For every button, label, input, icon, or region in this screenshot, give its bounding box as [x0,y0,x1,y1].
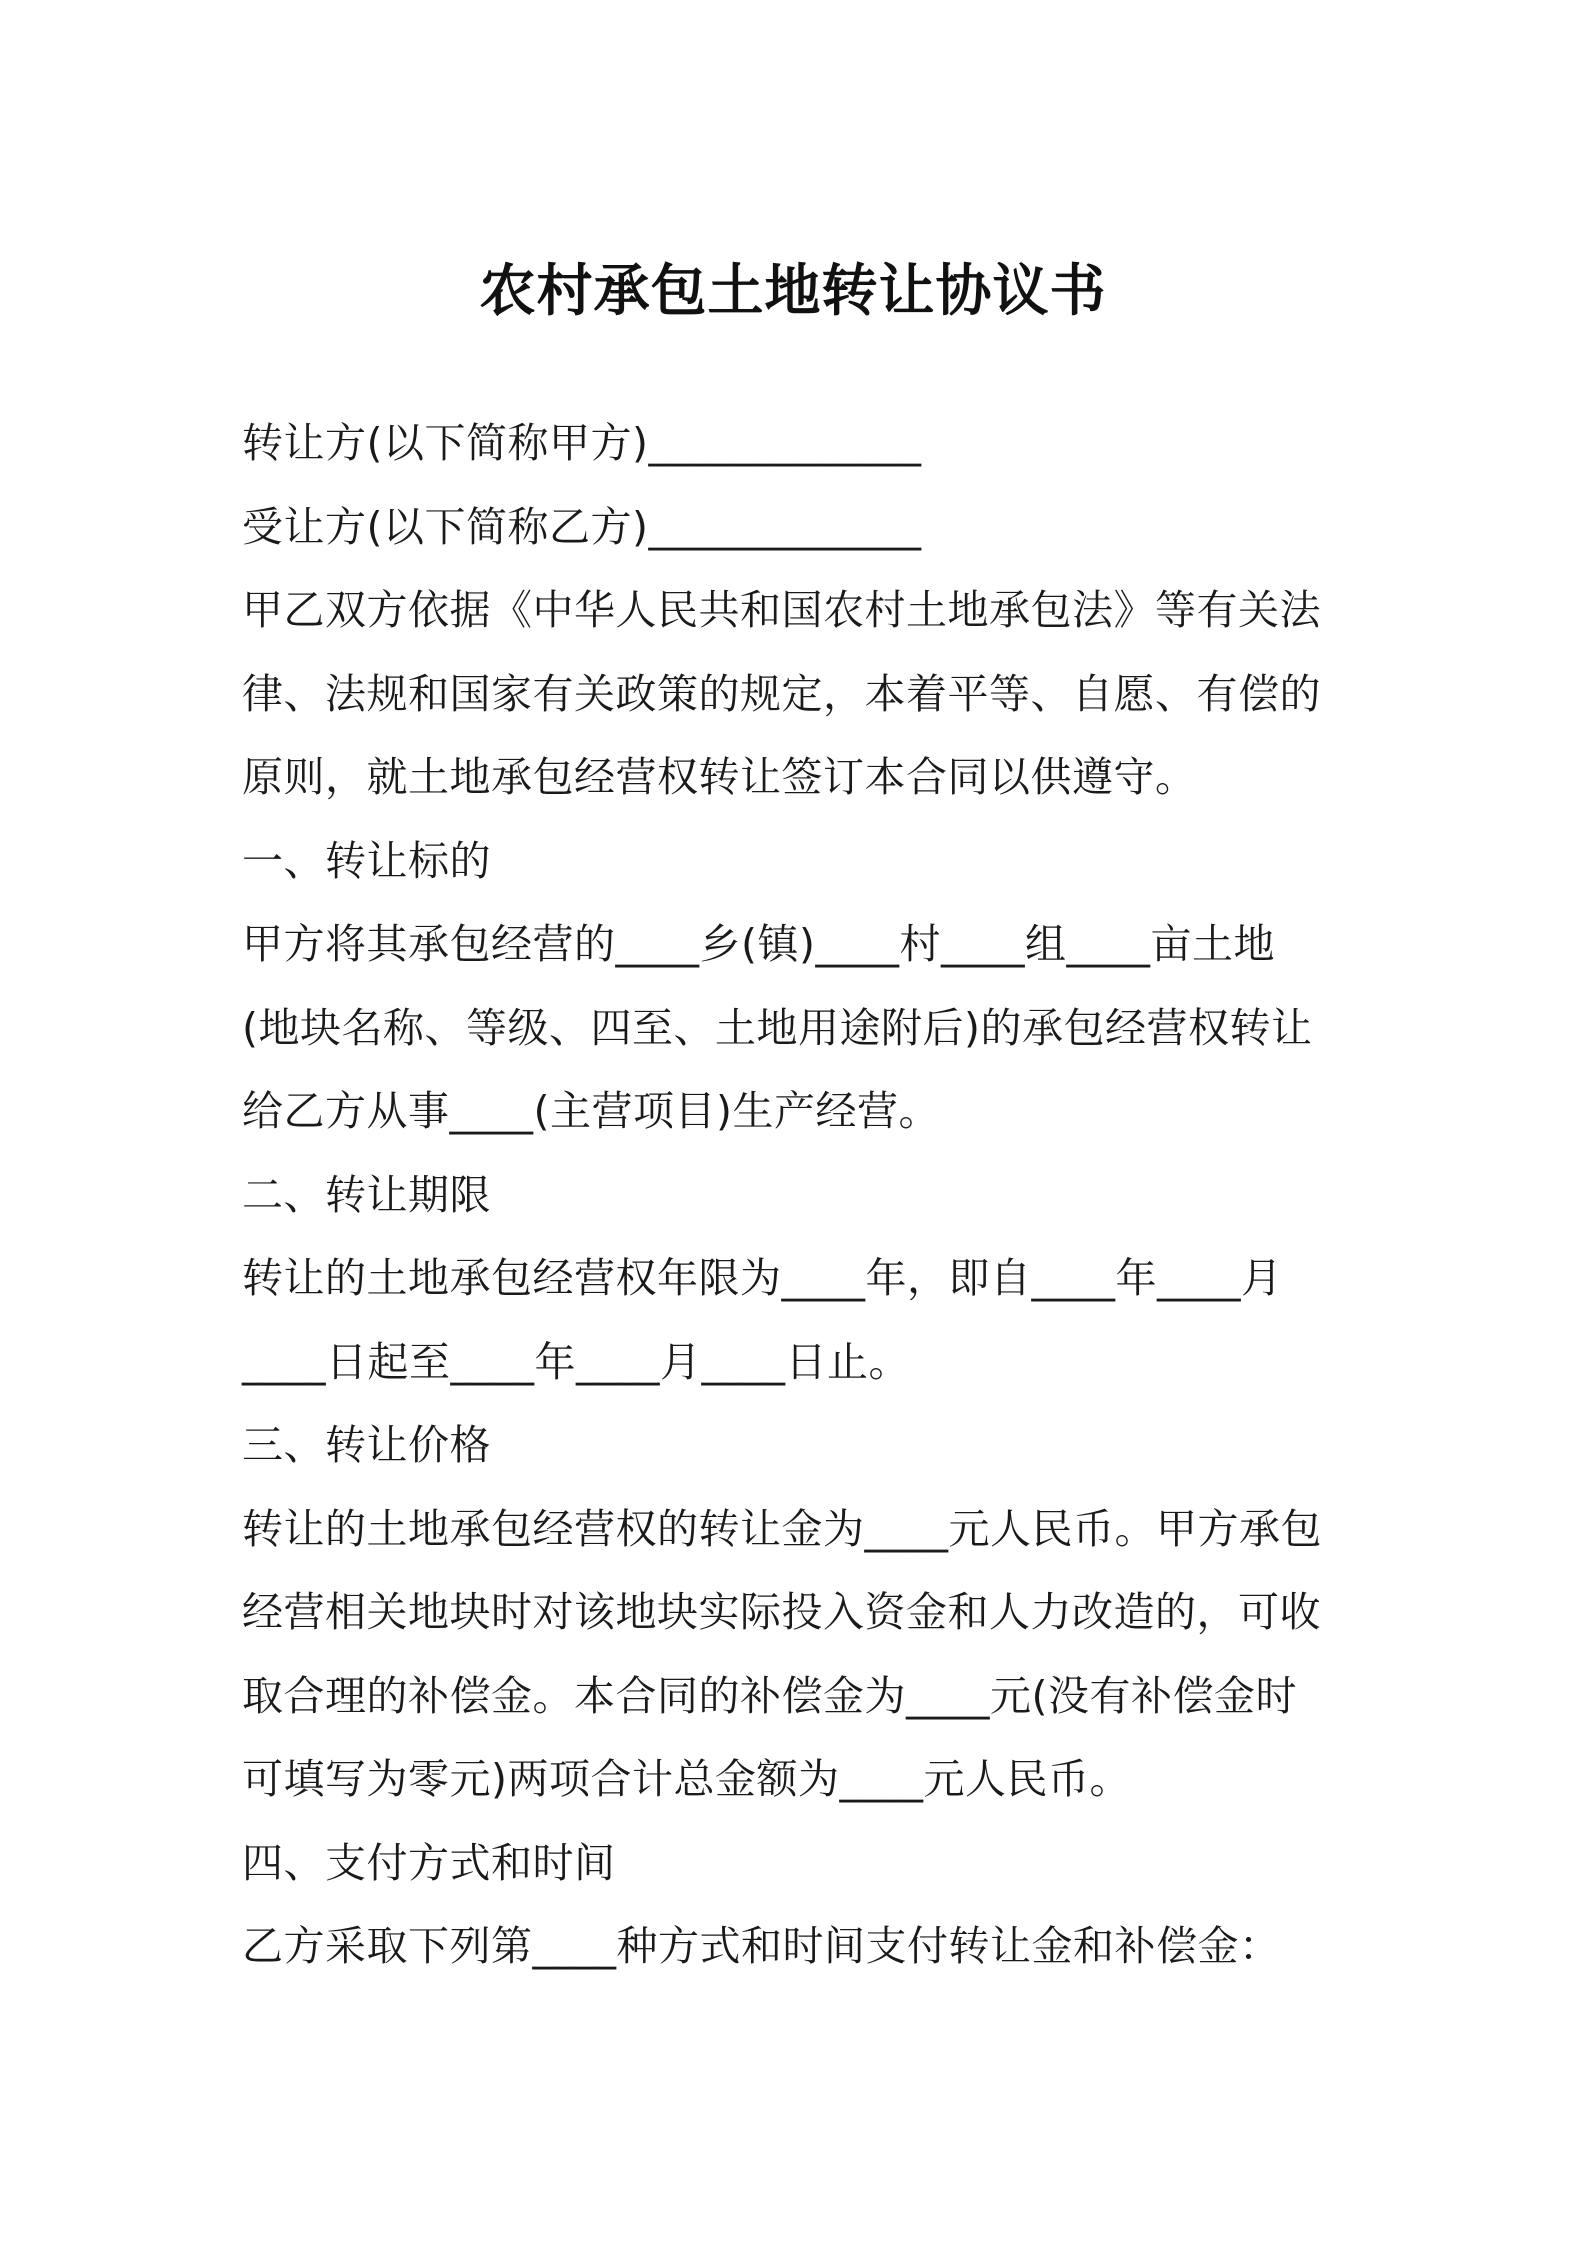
section-1-line-1: 甲方将其承包经营的____乡(镇)____村____组____亩土地 [242,920,1275,968]
section-heading-1: 一、转让标的 [242,836,491,885]
transferee-line: 受让方(以下简称乙方)_____________ [242,502,922,551]
preamble-line-2: 律、法规和国家有关政策的规定，本着平等、自愿、有偿的 [242,669,1321,718]
preamble-line-1: 甲乙双方依据《中华人民共和国农村土地承包法》等有关法 [242,586,1321,634]
section-heading-2: 二、转让期限 [242,1170,491,1219]
section-1-line-3: 给乙方从事____(主营项目)生产经营。 [242,1087,940,1135]
section-3-line-1: 转让的土地承包经营权的转让金为____元人民币。甲方承包 [242,1504,1322,1553]
section-3-line-3: 取合理的补偿金。本合同的补偿金为____元(没有补偿金时 [242,1671,1297,1720]
section-4-line-1: 乙方采取下列第____种方式和时间支付转让金和补偿金： [242,1922,1281,1970]
section-heading-4: 四、支付方式和时间 [242,1838,616,1887]
section-3-line-4: 可填写为零元)两项合计总金额为____元人民币。 [242,1755,1131,1803]
document-title: 农村承包土地转让协议书 [479,259,1107,324]
transferor-line: 转让方(以下简称甲方)_____________ [242,419,922,467]
preamble-line-3: 原则，就土地承包经营权转让签订本合同以供遵守。 [242,753,1197,801]
document-body [242,402,1362,1989]
section-heading-3: 三、转让价格 [242,1421,491,1469]
section-2-line-2: ____日起至____年____月____日止。 [242,1337,910,1386]
section-2-line-1: 转让的土地承包经营权年限为____年，即自____年____月 [242,1254,1283,1302]
section-3-line-2: 经营相关地块时对该地块实际投入资金和人力改造的，可收 [242,1588,1321,1636]
section-1-line-2: (地块名称、等级、四至、土地用途附后)的承包经营权转让 [242,1003,1313,1052]
